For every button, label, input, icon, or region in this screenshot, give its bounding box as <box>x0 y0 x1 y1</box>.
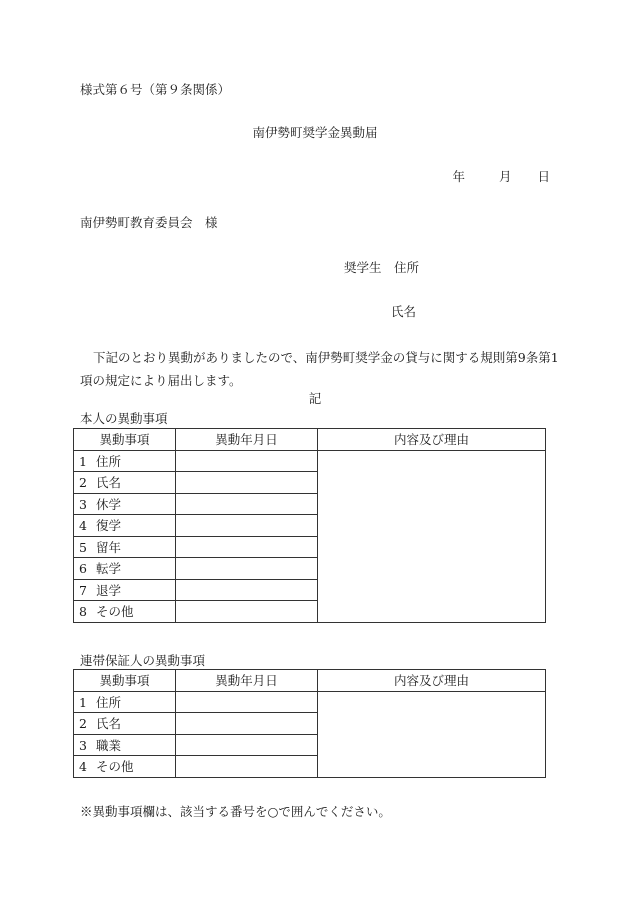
item-label: 住所 <box>96 694 122 710</box>
change-date-cell[interactable] <box>176 756 318 778</box>
change-date-cell[interactable] <box>176 472 318 494</box>
item-label: その他 <box>96 759 134 775</box>
item-label: 退学 <box>96 582 122 598</box>
change-item-cell <box>74 734 176 756</box>
date-year-label: 年 <box>452 169 465 184</box>
item-label: 転学 <box>96 561 122 577</box>
item-number: 7 <box>79 582 87 598</box>
change-item-cell <box>74 493 176 515</box>
table-header-row <box>74 429 546 451</box>
footnote: ※異動事項欄は、該当する番号を○で囲んでください。 <box>80 804 391 819</box>
header-details-reason: 内容及び理由 <box>318 670 546 692</box>
change-date-cell[interactable] <box>176 734 318 756</box>
applicant-name-label: 氏名 <box>391 304 417 319</box>
header-details-reason: 内容及び理由 <box>318 429 546 451</box>
change-item-cell <box>74 601 176 623</box>
item-label: 休学 <box>96 496 122 512</box>
item-label: 氏名 <box>96 716 122 732</box>
item-label: 住所 <box>96 453 122 469</box>
item-label: 復学 <box>96 518 122 534</box>
change-date-cell[interactable] <box>176 515 318 537</box>
date-month-label: 月 <box>498 169 512 184</box>
change-item-cell <box>74 536 176 558</box>
item-number: 2 <box>79 716 87 732</box>
change-item-cell <box>74 558 176 580</box>
header-change-date: 異動年月日 <box>176 429 318 451</box>
guarantor-changes-table <box>73 669 546 778</box>
header-change-date: 異動年月日 <box>176 670 318 692</box>
ki-marker: 記 <box>308 391 322 406</box>
section2-title: 連帯保証人の異動事項 <box>80 653 206 668</box>
item-number: 3 <box>79 737 87 753</box>
change-date-cell[interactable] <box>176 713 318 735</box>
change-item-cell <box>74 515 176 537</box>
item-number: 5 <box>79 539 87 555</box>
self-changes-table <box>73 428 546 623</box>
document-title: 南伊勢町奨学金異動届 <box>252 125 378 140</box>
table-header-row <box>74 670 546 692</box>
table-row <box>74 450 546 472</box>
header-change-item: 異動事項 <box>74 670 176 692</box>
change-item-cell <box>74 579 176 601</box>
date-day-label: 日 <box>537 169 550 184</box>
section1-title: 本人の異動事項 <box>80 411 168 426</box>
change-date-cell[interactable] <box>176 450 318 472</box>
change-item-cell <box>74 756 176 778</box>
applicant-address-label: 奨学生 住所 <box>344 260 420 275</box>
item-label: 職業 <box>96 737 122 753</box>
change-date-cell[interactable] <box>176 579 318 601</box>
item-number: 8 <box>79 604 87 620</box>
change-date-cell[interactable] <box>176 493 318 515</box>
body-text <box>80 346 560 392</box>
form-number: 様式第６号（第９条関係） <box>80 82 231 97</box>
item-number: 2 <box>79 475 87 491</box>
details-reason-cell[interactable] <box>318 450 546 622</box>
change-item-cell <box>74 472 176 494</box>
change-date-cell[interactable] <box>176 601 318 623</box>
details-reason-cell[interactable] <box>318 691 546 777</box>
item-number: 4 <box>79 759 87 775</box>
change-date-cell[interactable] <box>176 691 318 713</box>
item-number: 4 <box>79 518 87 534</box>
item-number: 1 <box>79 694 87 710</box>
change-item-cell <box>74 450 176 472</box>
body-text-content: 下記のとおり異動がありましたので、南伊勢町奨学金の貸与に関する規則第9条第1項の規定により届出します。 <box>80 350 559 388</box>
item-label: 留年 <box>96 539 122 555</box>
addressee: 南伊勢町教育委員会 様 <box>80 215 218 230</box>
item-number: 6 <box>79 561 87 577</box>
change-item-cell <box>74 691 176 713</box>
item-number: 1 <box>79 453 87 469</box>
change-item-cell <box>74 713 176 735</box>
item-number: 3 <box>79 496 87 512</box>
date-line <box>452 167 550 185</box>
change-date-cell[interactable] <box>176 536 318 558</box>
item-label: その他 <box>96 604 134 620</box>
item-label: 氏名 <box>96 475 122 491</box>
table-row <box>74 691 546 713</box>
change-date-cell[interactable] <box>176 558 318 580</box>
header-change-item: 異動事項 <box>74 429 176 451</box>
